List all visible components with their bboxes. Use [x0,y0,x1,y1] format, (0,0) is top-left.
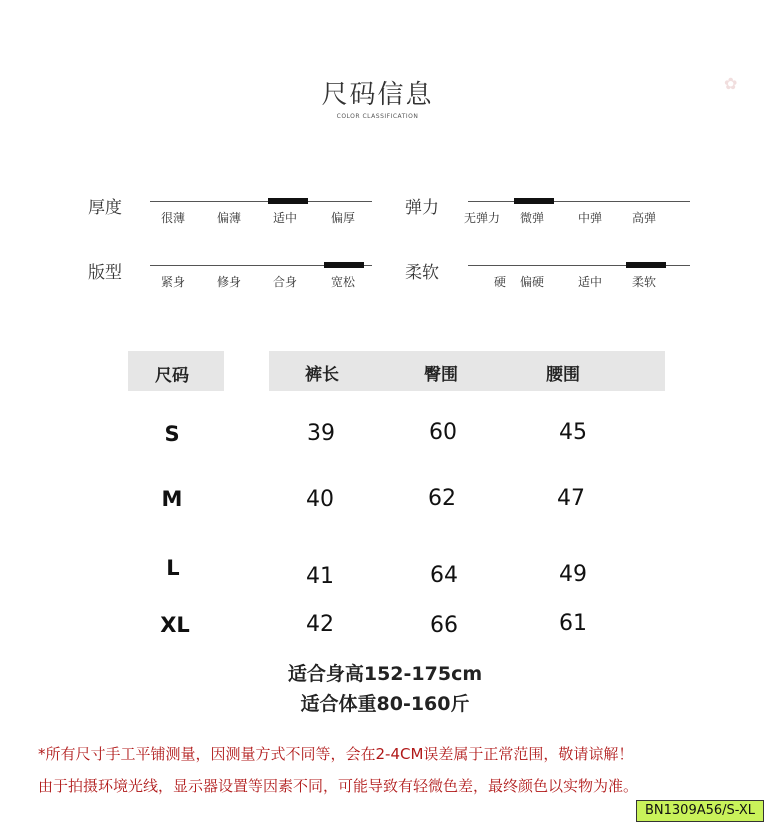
table-cell-hip: 66 [430,613,458,638]
scale-option: 柔软 [632,275,657,289]
scale-option: 紧身 [161,275,186,289]
table-cell-size: L [166,556,180,580]
fit-height: 适合身高152-175cm [287,663,483,685]
table-header-size: 尺码 [155,366,189,386]
scale-option: 适中 [273,211,298,225]
scale-option: 偏薄 [217,211,242,225]
table-cell-hip: 64 [430,563,458,588]
table-cell-waist: 45 [559,420,587,445]
scale-marker-elasticity [514,198,554,204]
scale-option: 适中 [578,275,603,289]
attr-label-fit: 版型 [88,263,122,283]
fit-weight: 适合体重80-160斤 [300,693,470,715]
decorative-mark-icon: ✿ [724,74,738,93]
table-cell-length: 42 [306,612,334,637]
attr-label-thickness: 厚度 [88,198,122,218]
scale-option: 无弹力 [464,211,501,225]
measurement-note: *所有尺寸手工平铺测量，因测量方式不同等，会在2-4CM误差属于正常范围，敬请谅解！ [38,745,634,763]
product-code-badge: BN1309A56/S-XL [636,800,764,822]
scale-option: 宽松 [331,275,356,289]
table-header-hip: 臀围 [424,365,458,385]
table-cell-length: 41 [306,564,334,589]
table-cell-size: XL [160,613,190,637]
scale-option: 修身 [217,275,242,289]
scale-marker-fit [324,262,364,268]
table-cell-waist: 49 [559,562,587,587]
scale-option: 微弹 [520,211,545,225]
scale-option: 高弹 [632,211,657,225]
color-note: 由于拍摄环境光线，显示器设置等因素不同，可能导致有轻微色差，最终颜色以实物为准。 [38,777,639,795]
scale-line-thickness [150,201,372,202]
table-cell-length: 40 [306,487,334,512]
table-cell-hip: 62 [428,486,456,511]
table-header-waist: 腰围 [546,365,580,385]
table-cell-waist: 61 [559,611,587,636]
table-cell-size: S [164,422,180,446]
page-subtitle: COLOR CLASSIFICATION [336,113,419,120]
table-header-length: 裤长 [305,365,339,385]
table-cell-hip: 60 [429,420,457,445]
attr-label-elasticity: 弹力 [405,198,439,218]
scale-marker-thickness [268,198,308,204]
scale-option: 硬 [494,275,507,289]
page-title: 尺码信息 [321,80,434,110]
table-cell-length: 39 [307,421,335,446]
table-cell-waist: 47 [557,486,585,511]
table-cell-size: M [161,487,183,511]
attr-label-softness: 柔软 [405,263,439,283]
scale-option: 很薄 [161,211,186,225]
scale-option: 偏厚 [331,211,356,225]
scale-option: 偏硬 [520,275,545,289]
scale-option: 中弹 [578,211,603,225]
scale-line-elasticity [468,201,690,202]
scale-marker-softness [626,262,666,268]
scale-option: 合身 [273,275,298,289]
